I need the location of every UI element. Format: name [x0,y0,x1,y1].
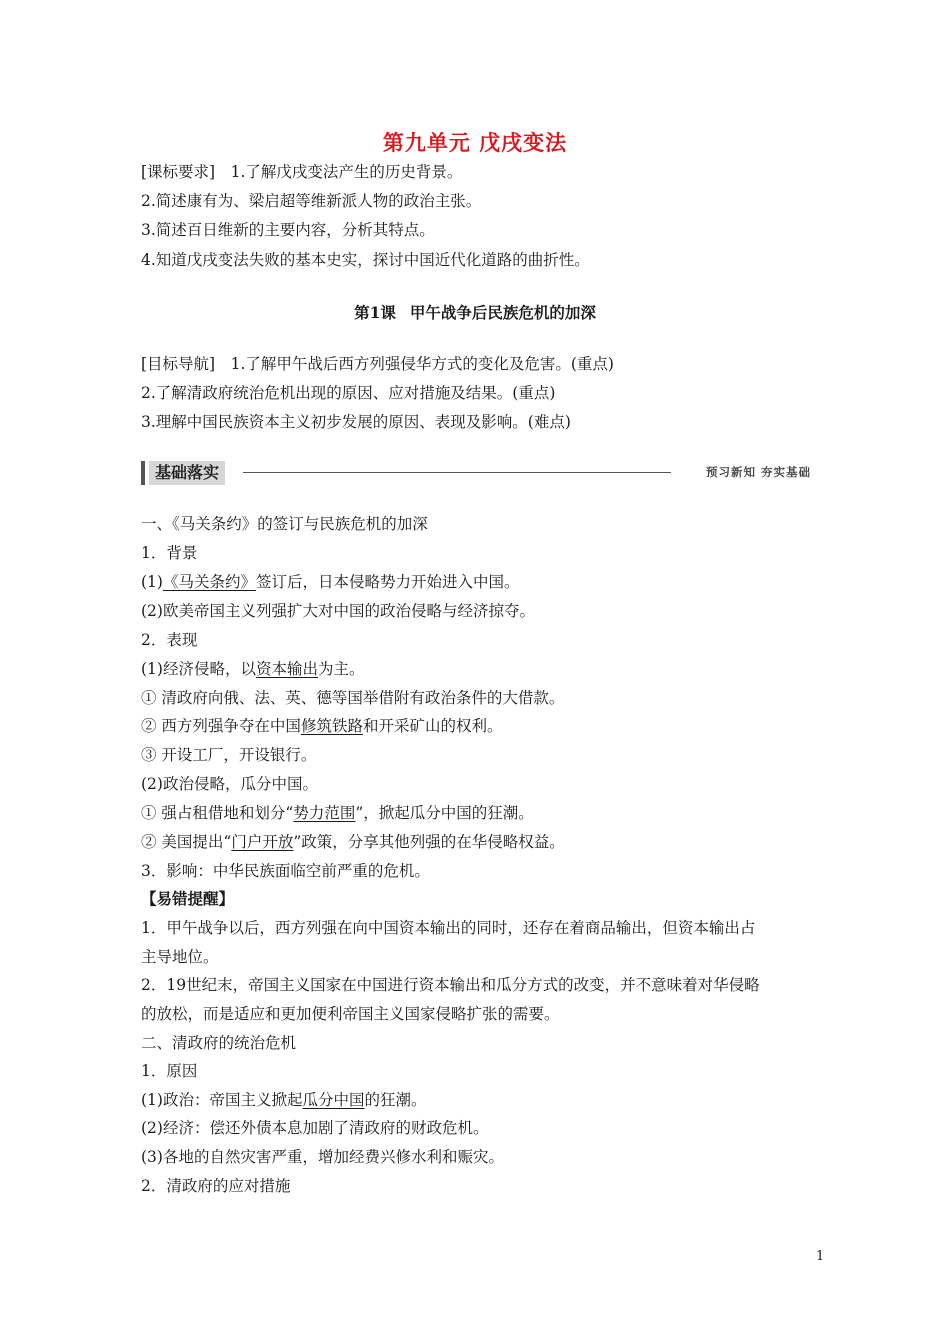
section-bar [141,460,811,486]
background-item-2: (2)欧美帝国主义列强扩大对中国的政治侵略与经济掠夺。 [141,602,535,620]
section-bar-subtitle: 预习新知 夯实基础 [705,465,811,479]
economic-item-2: ② 西方列强争夺在中国修筑铁路和开采矿山的权利。 [141,717,503,735]
background-item-1: (1)《马关条约》签订后，日本侵略势力开始进入中国。 [141,573,520,591]
political-item-1: ① 强占租借地和划分“势力范围”，掀起瓜分中国的狂潮。 [141,804,534,822]
requirement-1: [课标要求] 1.了解戊戌变法产生的历史背景。 [141,163,463,181]
section-bar-rule [243,472,671,473]
lesson-name: 甲午战争后民族危机的加深 [409,303,596,322]
tip-1-line-1: 1．甲午战争以后，西方列强在向中国资本输出的同时，还存在着商品输出，但资本输出占 [141,919,756,937]
manifest-heading: 2．表现 [141,631,198,649]
economic-aggression: (1)经济侵略，以资本输出为主。 [141,660,365,678]
political-item-2: ② 美国提出“门户开放”政策，分享其他列强的在华侵略权益。 [141,833,565,851]
response-heading: 2．清政府的应对措施 [141,1177,291,1195]
requirement-4: 4.知道戊戌变法失败的基本史实，探讨中国近代化道路的曲折性。 [141,251,590,269]
cause-1: (1)政治：帝国主义掀起瓜分中国的狂潮。 [141,1091,427,1109]
requirement-2: 2.简述康有为、梁启超等维新派人物的政治主张。 [141,192,482,210]
tip-2-line-2: 的放松，而是适应和更加便利帝国主义国家侵略扩张的需要。 [141,1005,560,1023]
political-aggression: (2)政治侵略，瓜分中国。 [141,775,318,793]
unit-title: 第九单元 戊戌变法 [382,130,568,155]
section-bar-marker [141,461,145,485]
tip-1-line-2: 主导地位。 [141,948,219,966]
section-bar-label: 基础落实 [149,461,225,485]
heading-2: 二、清政府的统治危机 [141,1034,297,1052]
tip-heading: 【易错提醒】 [141,889,235,908]
economic-item-3: ③ 开设工厂，开设银行。 [141,746,317,764]
requirement-3: 3.简述百日维新的主要内容，分析其特点。 [141,221,435,239]
lesson-number: 第1课 [354,303,396,322]
cause-3: (3)各地的自然灾害严重，增加经费兴修水利和赈灾。 [141,1148,504,1166]
impact: 3．影响：中华民族面临空前严重的危机。 [141,862,430,880]
objective-2: 2.了解清政府统治危机出现的原因、应对措施及结果。(重点) [141,384,556,402]
objective-3: 3.理解中国民族资本主义初步发展的原因、表现及影响。(难点) [141,413,571,431]
cause-2: (2)经济：偿还外债本息加剧了清政府的财政危机。 [141,1119,489,1137]
heading-1: 一、《马关条约》的签订与民族危机的加深 [141,515,428,533]
page-number: 1 [816,1249,825,1264]
background-heading: 1．背景 [141,544,198,562]
tip-2-line-1: 2．19世纪末，帝国主义国家在中国进行资本输出和瓜分方式的改变，并不意味着对华侵略 [141,976,760,994]
lesson-title [0,301,950,323]
economic-item-1: ① 清政府向俄、法、英、德等国举借附有政治条件的大借款。 [141,689,565,707]
objective-1: [目标导航] 1.了解甲午战后西方列强侵华方式的变化及危害。(重点) [141,355,614,373]
cause-heading: 1．原因 [141,1062,198,1080]
